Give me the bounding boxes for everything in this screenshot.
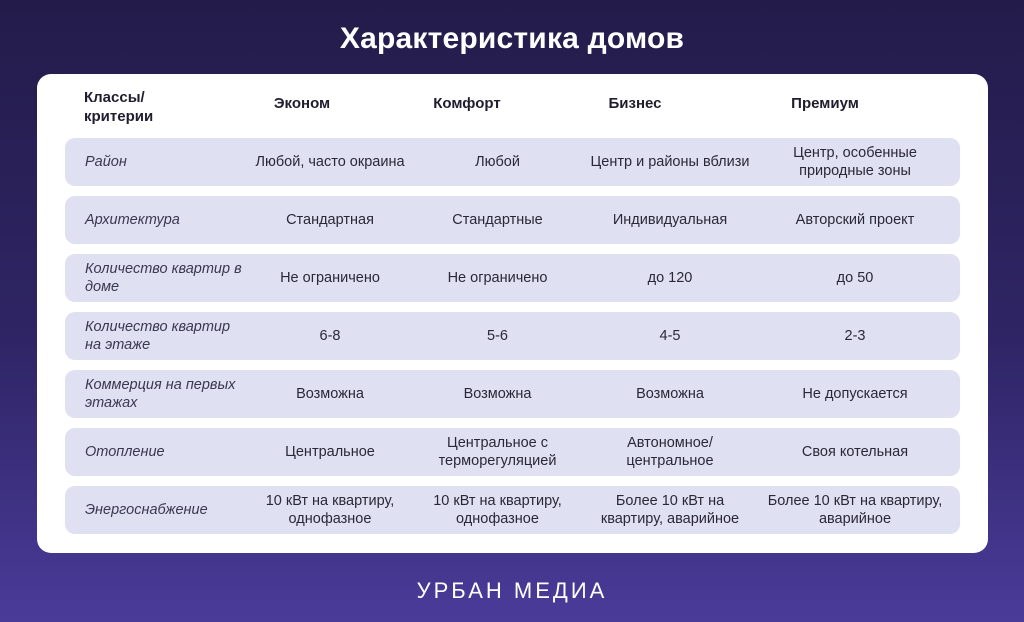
- row-criterion: Коммерция на первых этажах: [85, 377, 236, 411]
- cell-comfort: Центральное с терморегуляцией: [438, 435, 557, 469]
- cell-business: Центр и районы вблизи: [590, 154, 750, 170]
- cell-econom: Возможна: [296, 386, 364, 402]
- page-title: Характеристика домов: [339, 22, 685, 55]
- row-criterion: Энергоснабжение: [85, 502, 208, 518]
- table-row: [65, 486, 960, 534]
- cell-business: Возможна: [636, 386, 704, 402]
- cell-business: Более 10 кВт на квартиру, аварийное: [600, 493, 740, 527]
- table-row: [65, 428, 960, 476]
- table-header: [37, 74, 988, 134]
- table-row: [65, 370, 960, 418]
- cell-premium: Не допускается: [802, 386, 908, 402]
- cell-comfort: 10 кВт на квартиру, однофазное: [433, 493, 562, 527]
- row-criterion: Район: [85, 154, 127, 170]
- header-comfort: Комфорт: [433, 95, 501, 112]
- header-econom: Эконом: [273, 95, 331, 112]
- row-criterion: Архитектура: [85, 212, 180, 228]
- cell-comfort: 5-6: [487, 328, 508, 344]
- cell-premium: Центр, особенные природные зоны: [793, 145, 917, 179]
- cell-comfort: Любой: [475, 154, 520, 170]
- cell-econom: Любой, часто окраина: [255, 154, 405, 170]
- row-criterion: Отопление: [85, 444, 165, 460]
- header-premium: Премиум: [791, 95, 859, 112]
- header-criteria: Классы/ критерии: [84, 89, 154, 125]
- row-criterion: Количество квартир в доме: [85, 261, 242, 295]
- cell-business: 4-5: [659, 328, 681, 344]
- header-business: Бизнес: [608, 95, 662, 112]
- cell-business: Автономное/ центральное: [626, 435, 714, 469]
- comparison-table: [37, 74, 988, 553]
- cell-econom: Центральное: [285, 444, 375, 460]
- cell-business: до 120: [647, 270, 693, 286]
- cell-comfort: Стандартные: [452, 212, 543, 228]
- cell-econom: 10 кВт на квартиру, однофазное: [265, 493, 395, 527]
- cell-econom: Не ограничено: [280, 270, 380, 286]
- table-row: [65, 254, 960, 302]
- cell-business: Индивидуальная: [612, 212, 728, 228]
- brand-logo: УРБАН МЕДИА: [416, 578, 608, 603]
- cell-premium: до 50: [836, 270, 874, 286]
- row-criterion: Количество квартир на этаже: [85, 319, 231, 353]
- cell-premium: Своя котельная: [801, 444, 909, 460]
- cell-econom: 6-8: [319, 328, 341, 344]
- cell-premium: Авторский проект: [795, 212, 915, 228]
- cell-premium: 2-3: [844, 328, 866, 344]
- table-row: [65, 138, 960, 186]
- cell-econom: Стандартная: [286, 212, 374, 228]
- cell-premium: Более 10 кВт на квартиру, аварийное: [767, 493, 943, 527]
- cell-comfort: Возможна: [463, 386, 532, 402]
- table-row: [65, 312, 960, 360]
- cell-comfort: Не ограничено: [447, 270, 548, 286]
- table-row: [65, 196, 960, 244]
